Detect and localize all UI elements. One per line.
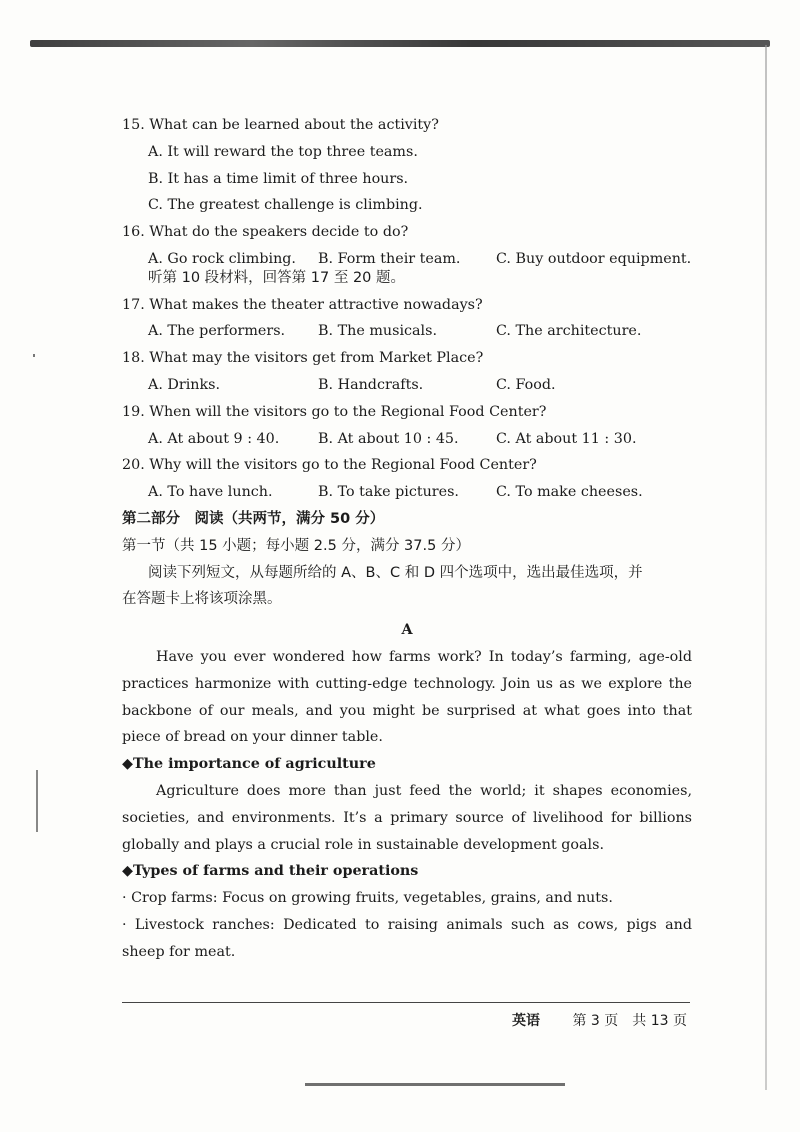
passage-intro: Have you ever wondered how farms work? In today’s farming, age-old practices harmonize with cutting-edge technology. Join us as we explore the backbone of our meals, and you might be surprised at what goes into that piece of bread on your dinner table. bbox=[122, 648, 692, 746]
subject-label: 英语 bbox=[512, 1013, 540, 1029]
question-stem: 20. Why will the visitors go to the Regional Food Center? bbox=[122, 457, 537, 474]
scan-mark-left bbox=[36, 770, 38, 832]
scan-edge-top bbox=[30, 40, 770, 47]
section-title: 第一节（共 15 小题；每小题 2.5 分，满分 37.5 分） bbox=[122, 537, 470, 554]
option: B. It has a time limit of three hours. bbox=[148, 170, 409, 187]
option: A. The performers. bbox=[148, 323, 286, 340]
option-row bbox=[122, 372, 692, 399]
question-stem: 17. What makes the theater attractive nowadays? bbox=[122, 296, 483, 313]
listening-instruction: 听第 10 段材料，回答第 17 至 20 题。 bbox=[148, 269, 406, 286]
part-title: 第二部分 阅读（共两节，满分 50 分） bbox=[122, 510, 385, 527]
option: A. It will reward the top three teams. bbox=[148, 143, 418, 160]
bullet-item: · Crop farms: Focus on growing fruits, vegetables, grains, and nuts. bbox=[122, 890, 613, 907]
option: B. At about 10 : 45. bbox=[318, 430, 459, 447]
question-stem: 19. When will the visitors go to the Regional Food Center? bbox=[122, 403, 547, 420]
option: C. To make cheeses. bbox=[496, 484, 643, 501]
footer-divider bbox=[122, 1002, 690, 1003]
section-heading: ◆Types of farms and their operations bbox=[122, 863, 419, 880]
page-footer bbox=[512, 1010, 687, 1030]
option-row bbox=[122, 426, 692, 453]
reading-instruction-line-2: 在答题卡上将该项涂黑。 bbox=[122, 591, 282, 608]
scan-edge-bottom bbox=[305, 1083, 565, 1086]
page-number: 第 3 页 共 13 页 bbox=[572, 1013, 687, 1029]
option-row bbox=[122, 318, 692, 345]
scan-dot bbox=[33, 354, 35, 357]
scan-edge-right bbox=[765, 45, 767, 1090]
passage-label: A bbox=[401, 622, 413, 639]
section-heading: ◆The importance of agriculture bbox=[122, 756, 376, 773]
option: C. The greatest challenge is climbing. bbox=[148, 197, 423, 214]
option: B. Handcrafts. bbox=[318, 376, 424, 393]
option: A. To have lunch. bbox=[148, 484, 273, 501]
option: C. At about 11 : 30. bbox=[496, 430, 637, 447]
option: A. At about 9 : 40. bbox=[148, 430, 280, 447]
exam-page-content bbox=[122, 112, 692, 966]
reading-instruction-line-1: 阅读下列短文，从每题所给的 A、B、C 和 D 四个选项中，选出最佳选项，并 bbox=[148, 564, 643, 581]
bullet-item: · Livestock ranches: Dedicated to raising animals such as cows, pigs and sheep for meat. bbox=[122, 916, 692, 960]
question-stem: 18. What may the visitors get from Market Place? bbox=[122, 350, 484, 367]
option: C. The architecture. bbox=[496, 323, 642, 340]
option: B. The musicals. bbox=[318, 323, 438, 340]
option: C. Food. bbox=[496, 376, 556, 393]
option-row bbox=[122, 479, 692, 506]
option: B. Form their team. bbox=[318, 250, 461, 267]
option: A. Drinks. bbox=[148, 376, 221, 393]
option: A. Go rock climbing. bbox=[148, 250, 296, 267]
question-stem: 16. What do the speakers decide to do? bbox=[122, 224, 409, 241]
passage-paragraph: Agriculture does more than just feed the world; it shapes economies, societies, and environments. It’s a primary source of livelihood for billions globally and plays a crucial role in sustainable development goals. bbox=[122, 782, 692, 853]
question-stem: 15. What can be learned about the activity? bbox=[122, 117, 439, 133]
option: B. To take pictures. bbox=[318, 484, 459, 501]
option: C. Buy outdoor equipment. bbox=[496, 250, 692, 267]
